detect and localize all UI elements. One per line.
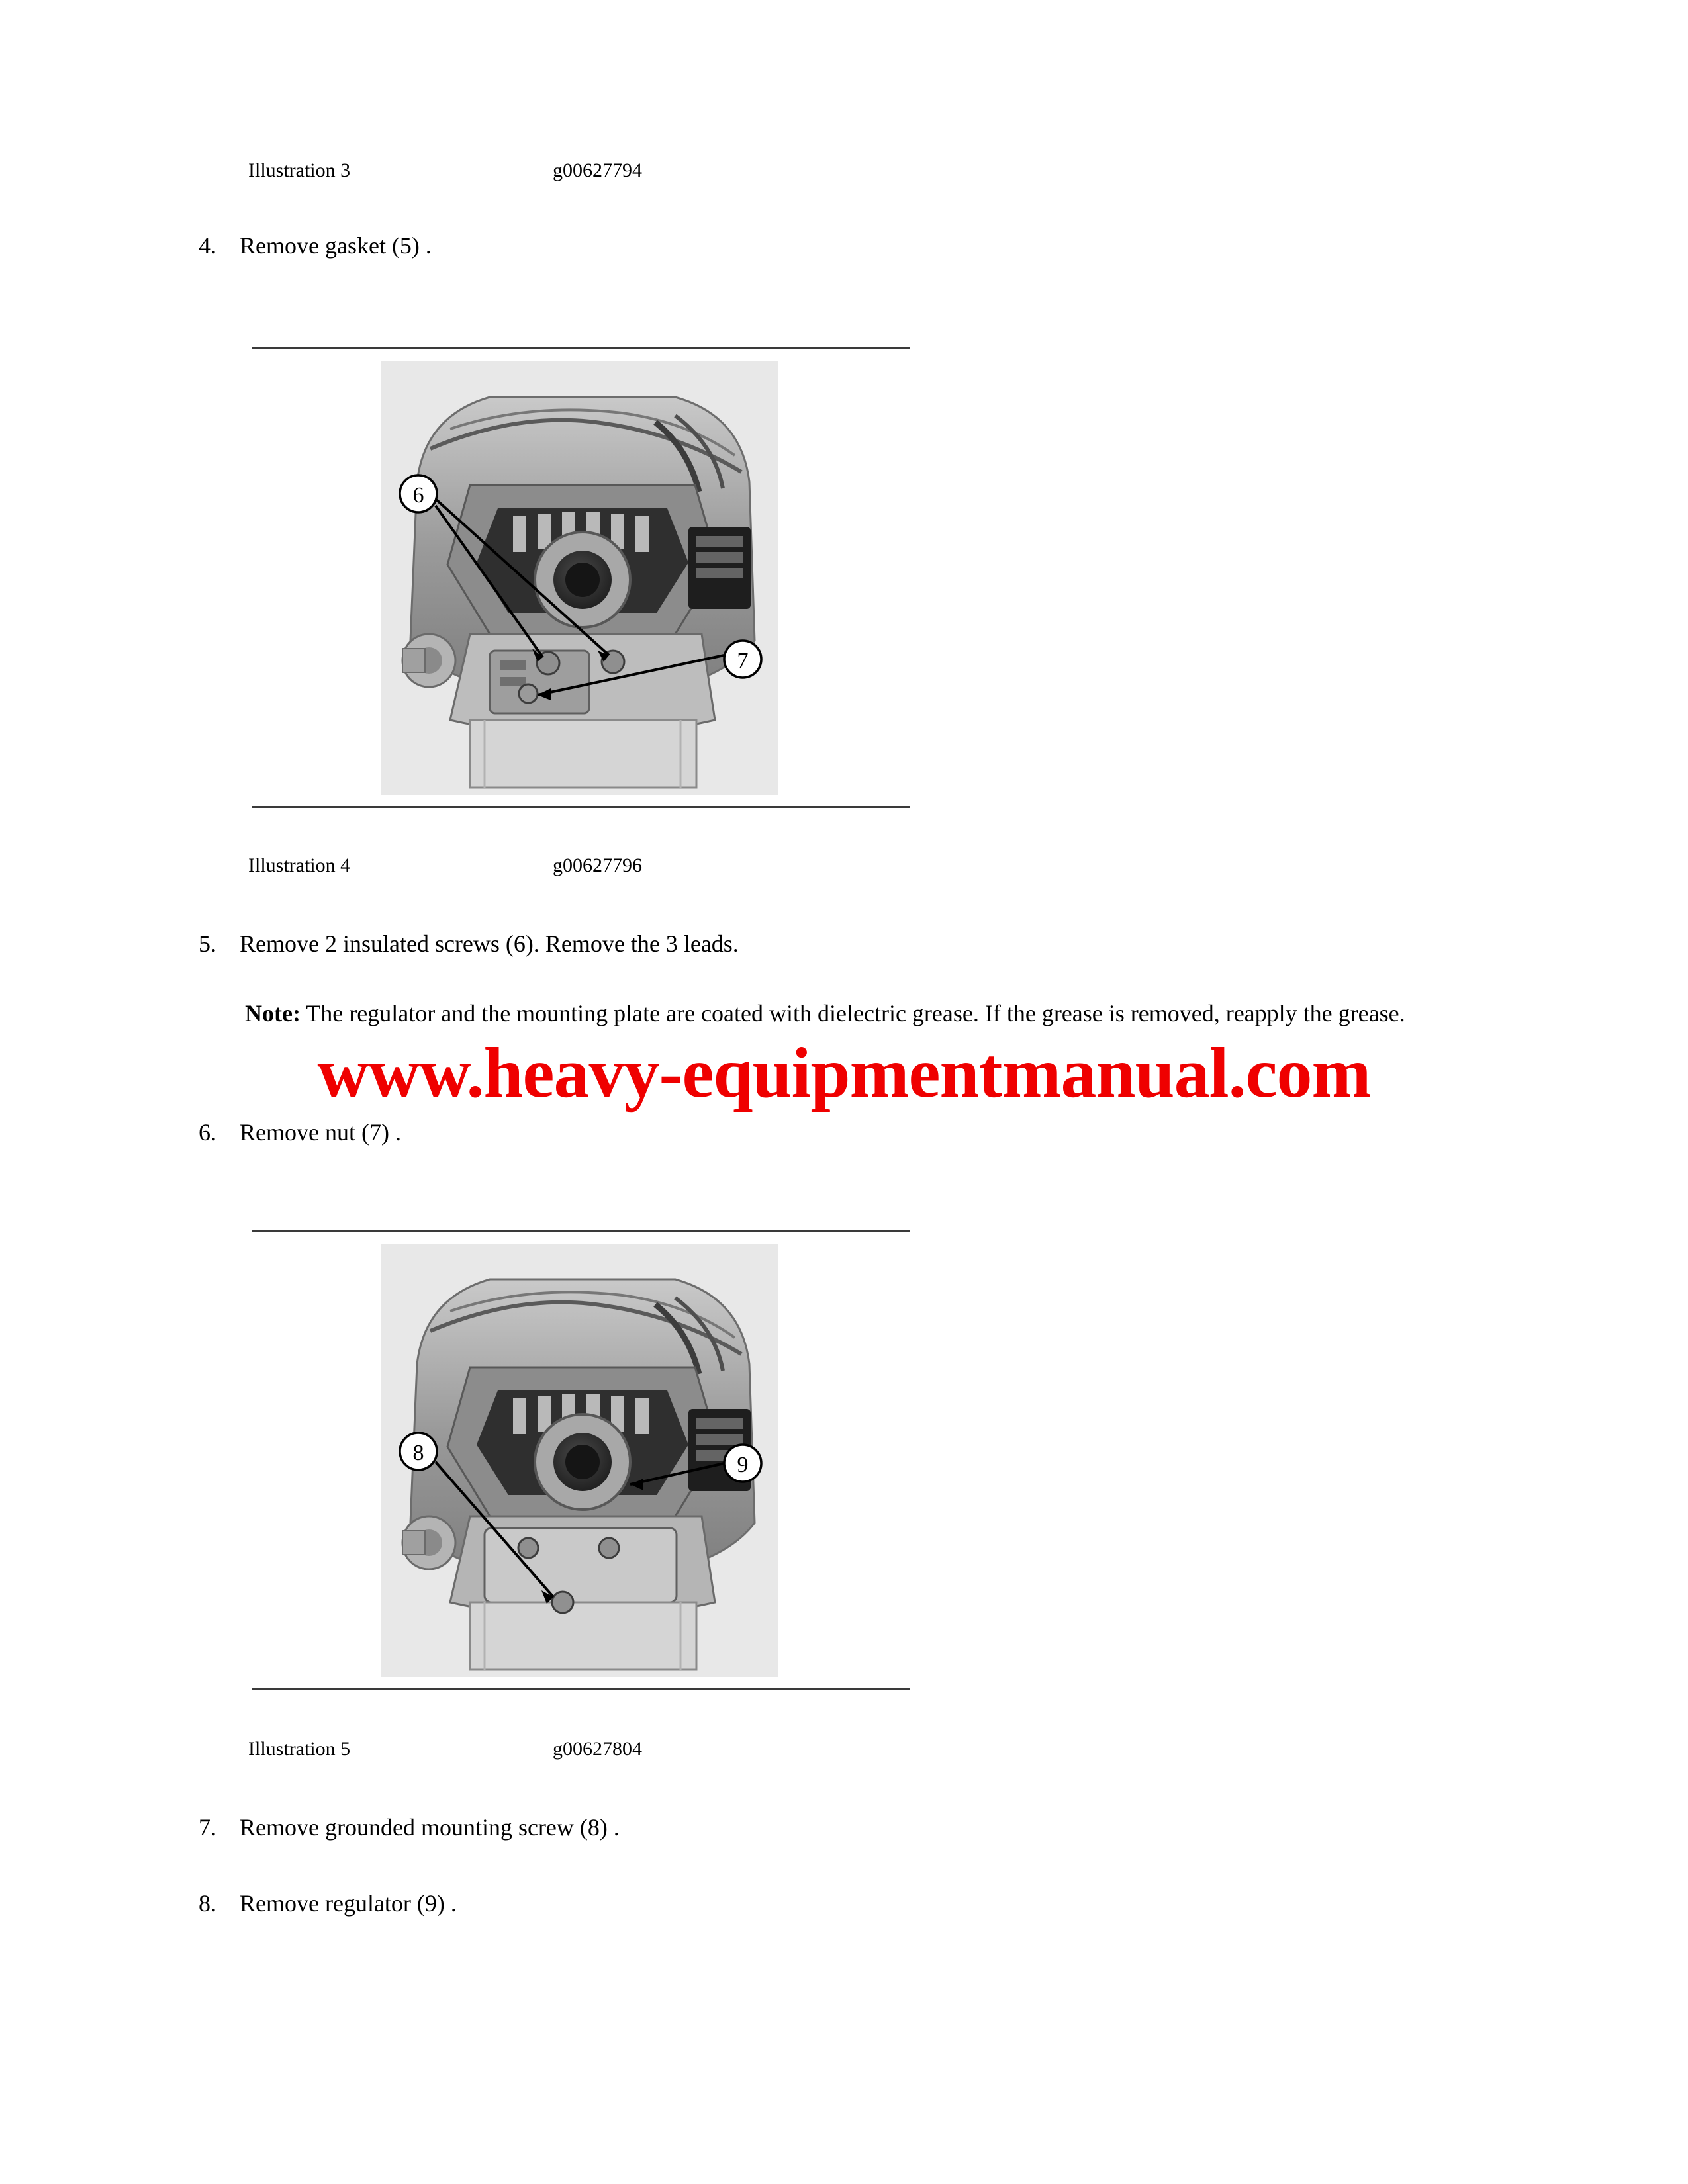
figure-caption-code: g00627804 [553,1738,642,1760]
step-text: Remove nut (7) . [240,1119,401,1146]
figure-bottom-rule [252,806,910,808]
step-text: Remove regulator (9) . [240,1890,457,1917]
note-block [245,996,1456,1030]
figure-5-image [252,1232,910,1688]
step-number: 4. [199,232,216,259]
step-number: 8. [199,1890,216,1917]
step-text: Remove grounded mounting screw (8) . [240,1814,620,1841]
note-label: Note: [245,1000,301,1026]
step-item [199,927,1456,961]
callout-label-6: 6 [412,483,424,508]
figure-caption-code: g00627794 [553,159,642,181]
figure-4 [252,347,910,808]
figure-caption-3 [248,159,917,183]
alternator-photo-5 [252,1232,910,1688]
callout-label-7: 7 [737,649,749,673]
note-text: The regulator and the mounting plate are coated with dielectric grease. If the grease is removed, reapply the grease. [300,1000,1405,1026]
figure-caption-code: g00627796 [553,854,642,876]
step-item [199,1886,1456,1921]
step-number: 5. [199,931,216,957]
figure-5 [252,1230,910,1690]
callout-label-9: 9 [737,1453,749,1477]
figure-caption-label: Illustration 5 [248,1738,351,1760]
figure-caption-label: Illustration 3 [248,159,351,181]
step-item [199,1115,1456,1150]
figure-caption-5 [248,1737,917,1761]
step-text: Remove gasket (5) . [240,232,432,259]
figure-4-image [252,349,910,806]
step-item [199,1810,1456,1844]
step-text: Remove 2 insulated screws (6). Remove the 3 leads. [240,931,739,957]
callout-label-8: 8 [412,1441,424,1465]
figure-caption-label: Illustration 4 [248,854,351,876]
watermark: www.heavy-equipmentmanual.com [317,1034,1371,1113]
step-item [199,228,1456,263]
figure-caption-4 [248,854,917,878]
step-number: 6. [199,1119,216,1146]
step-number: 7. [199,1814,216,1841]
figure-bottom-rule [252,1688,910,1690]
alternator-photo-4 [252,349,910,806]
